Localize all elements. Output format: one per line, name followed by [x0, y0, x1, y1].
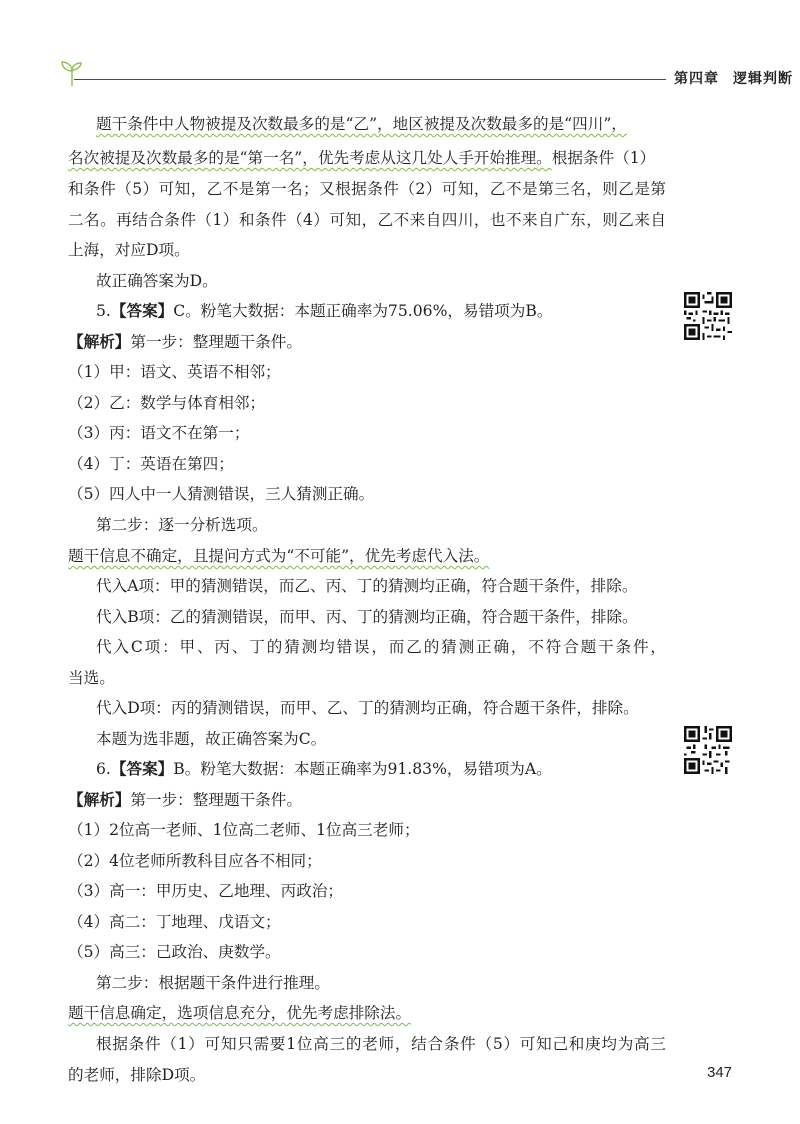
answer-text: C。粉笔大数据：本题正确率为75.06%，易错项为B。 [173, 302, 553, 320]
analysis-text: 第一步：整理题干条件。 [130, 333, 302, 351]
condition-line: （4）丁：英语在第四； [68, 455, 234, 473]
option-line: 代入D项：丙的猜测错误，而甲、乙、丁的猜测均正确，符合题干条件，排除。 [96, 699, 639, 717]
option-line: 代入A项：甲的猜测错误，而乙、丙、丁的猜测均正确，符合题干条件，排除。 [96, 577, 638, 595]
question-number: 6. [96, 760, 111, 778]
qr-code-icon[interactable] [684, 292, 732, 340]
condition-line: （3）高一：甲历史、乙地理、丙政治； [68, 882, 344, 900]
text: 根据条件（1） [551, 149, 656, 167]
answer-label: 【答案】 [110, 759, 174, 778]
question-number: 5. [96, 302, 111, 320]
paragraph-line: 和条件（5）可知，乙不是第一名；又根据条件（2）可知，乙不是第三名，则乙是第 [68, 180, 666, 198]
paragraph-line: 上海，对应D项。 [68, 241, 190, 259]
paragraph-line: 故正确答案为D。 [96, 272, 218, 290]
condition-line: （4）高二：丁地理、戊语文； [68, 913, 281, 931]
hint-line [68, 546, 489, 566]
answer-line-q6 [96, 759, 552, 779]
analysis-label: 【解析】 [68, 332, 131, 351]
condition-line: （2）4位老师所教科目应各不相同； [68, 852, 322, 870]
analysis-line-q6 [68, 790, 302, 810]
analysis-text: 第一步：整理题干条件。 [130, 791, 302, 809]
page-number: 347 [707, 1064, 733, 1081]
paragraph-line [68, 148, 655, 168]
qr-code-icon[interactable] [684, 726, 732, 774]
hint-line [68, 1003, 411, 1023]
chapter-number: 第四章 [674, 71, 719, 87]
paragraph-line: 二名。再结合条件（1）和条件（4）可知，乙不来自四川，也不来自广东，则乙来自 [68, 211, 666, 229]
answer-line-q5 [96, 301, 552, 321]
chapter-title [674, 68, 793, 88]
highlighted-text: 题干信息不确定，且提问方式为“不可能”，优先考虑代入法。 [68, 547, 490, 565]
analysis-line-q5 [68, 332, 302, 352]
option-line: 当选。 [68, 669, 115, 687]
answer-label: 【答案】 [110, 301, 174, 320]
page-header [60, 58, 793, 98]
condition-line: （5）高三：己政治、庚数学。 [68, 943, 281, 961]
condition-line: （1）2位高一老师、1位高二老师、1位高三老师； [68, 821, 420, 839]
analysis-label: 【解析】 [68, 790, 131, 809]
paragraph-line: 的老师，排除D项。 [68, 1066, 206, 1084]
paragraph-line [96, 114, 627, 134]
highlighted-text: 题干条件中人物被提及次数最多的是“乙”，地区被提及次数最多的是“四川”， [96, 115, 627, 133]
chapter-section: 逻辑判断 [733, 71, 793, 87]
header-rule [74, 79, 666, 80]
step-line: 第二步：根据题干条件进行推理。 [96, 974, 330, 992]
option-line: 代入B项：乙的猜测错误，而甲、丙、丁的猜测均正确，符合题干条件，排除。 [96, 608, 638, 626]
highlighted-text: 名次被提及次数最多的是“第一名”，优先考虑从这几处人手开始推理。 [68, 149, 552, 167]
condition-line: （3）丙：语文不在第一； [68, 424, 250, 442]
condition-line: （1）甲：语文、英语不相邻； [68, 363, 281, 381]
paragraph-line: 根据条件（1）可知只需要1位高三的老师，结合条件（5）可知己和庚均为高三 [96, 1035, 666, 1053]
condition-line: （5）四人中一人猜测错误，三人猜测正确。 [68, 485, 375, 503]
conclusion-line: 本题为选非题，故正确答案为C。 [96, 730, 327, 748]
leaf-sprout-icon [60, 58, 84, 88]
condition-line: （2）乙：数学与体育相邻； [68, 394, 266, 412]
answer-text: B。粉笔大数据：本题正确率为91.83%，易错项为A。 [173, 760, 552, 778]
option-line: 代入C项：甲、丙、丁的猜测均错误，而乙的猜测正确，不符合题干条件， [96, 638, 666, 656]
highlighted-text: 题干信息确定，选项信息充分，优先考虑排除法。 [68, 1004, 412, 1022]
step-line: 第二步：逐一分析选项。 [96, 516, 268, 534]
